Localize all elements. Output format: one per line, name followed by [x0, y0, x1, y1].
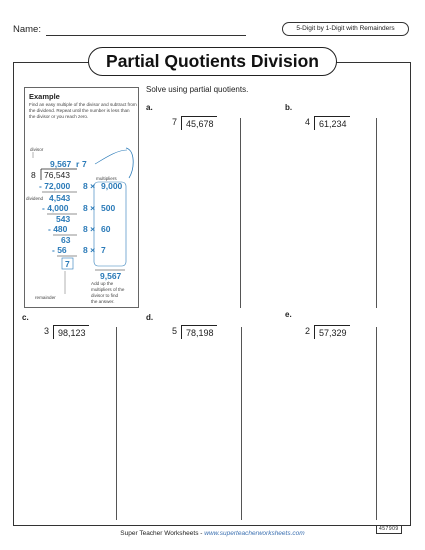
step1-sub: - 72,000	[39, 181, 71, 191]
sum-note-4: the answer.	[91, 299, 115, 304]
problem-a-divisor: 7	[171, 117, 177, 127]
step2-factor: 500	[101, 203, 116, 213]
problem-c	[43, 325, 89, 339]
step2-mult: 8 ×	[83, 203, 96, 213]
problem-e-label: e.	[285, 310, 292, 319]
problem-e-divisor: 2	[304, 326, 310, 336]
problem-d-label: d.	[146, 313, 154, 322]
problem-b-label: b.	[285, 103, 293, 112]
step4-mult: 8 ×	[83, 245, 96, 255]
divisor-label: divisor	[30, 147, 44, 152]
worksheet-code: 457909	[376, 525, 402, 534]
problem-c-label: c.	[22, 313, 29, 322]
problem-d	[171, 325, 217, 339]
example-dividend: 76,543	[44, 170, 70, 180]
sum-note-2: multipliers of the	[91, 287, 125, 292]
footer-brand: Super Teacher Worksheets -	[120, 530, 205, 537]
example-divisor: 8	[31, 170, 36, 180]
step1-mult: 8 ×	[83, 181, 96, 191]
problem-d-dividend: 78,198	[181, 325, 217, 339]
problem-c-work-line	[116, 327, 117, 520]
problem-a	[171, 116, 217, 130]
problem-b-dividend: 61,234	[314, 116, 350, 130]
problem-d-divisor: 5	[171, 326, 177, 336]
step3-factor: 60	[101, 224, 111, 234]
name-line	[46, 35, 246, 36]
step3-sub: - 480	[48, 224, 68, 234]
step4-factor: 7	[101, 245, 106, 255]
arrow-curve-2	[95, 150, 127, 164]
step3-result: 63	[61, 235, 71, 245]
problem-b-divisor: 4	[304, 117, 310, 127]
sum-note-3: divisor to find	[91, 293, 119, 298]
problem-e-work-line	[376, 327, 377, 520]
step3-mult: 8 ×	[83, 224, 96, 234]
step1-result: 4,543	[49, 193, 71, 203]
footer-url[interactable]: www.superteacherworksheets.com	[204, 530, 305, 537]
example-diagram	[25, 88, 140, 309]
step1-factor: 9,000	[101, 181, 123, 191]
problem-b-work-line	[376, 118, 377, 308]
problem-c-divisor: 3	[43, 326, 49, 336]
problem-d-work-line	[241, 327, 242, 520]
multipliers-label: multipliers	[96, 176, 117, 181]
name-label: Name:	[13, 24, 41, 35]
example-quotient: 9,567	[50, 159, 72, 169]
problem-c-dividend: 98,123	[53, 325, 89, 339]
example-text: Find an easy multiple of the divisor and subtract from the dividend. Repeat until the number is less than the divisor or you reach zero.	[29, 102, 137, 119]
example-title: Example	[29, 92, 60, 101]
example-total: 9,567	[100, 271, 122, 281]
arrow-curve	[126, 148, 133, 178]
instructions: Solve using partial quotients.	[146, 85, 249, 94]
problem-a-work-line	[240, 118, 241, 308]
example-r: r	[76, 159, 80, 169]
example-remainder-top: 7	[82, 159, 87, 169]
problem-b	[304, 116, 350, 130]
level-tag: 5-Digit by 1-Digit with Remainders	[282, 22, 409, 36]
step4-sub: - 56	[52, 245, 67, 255]
remainder-label: remainder	[35, 295, 56, 300]
step4-result: 7	[65, 259, 70, 269]
example-box	[24, 87, 139, 308]
worksheet-title: Partial Quotients Division	[88, 47, 337, 76]
footer	[0, 530, 425, 537]
step2-sub: - 4,000	[42, 203, 69, 213]
problem-a-dividend: 45,678	[181, 116, 217, 130]
problem-e	[304, 325, 350, 339]
problem-e-dividend: 57,329	[314, 325, 350, 339]
sum-note-1: Add up the	[91, 281, 114, 286]
dividend-label: dividend	[26, 196, 44, 201]
problem-a-label: a.	[146, 103, 153, 112]
step2-result: 543	[56, 214, 71, 224]
